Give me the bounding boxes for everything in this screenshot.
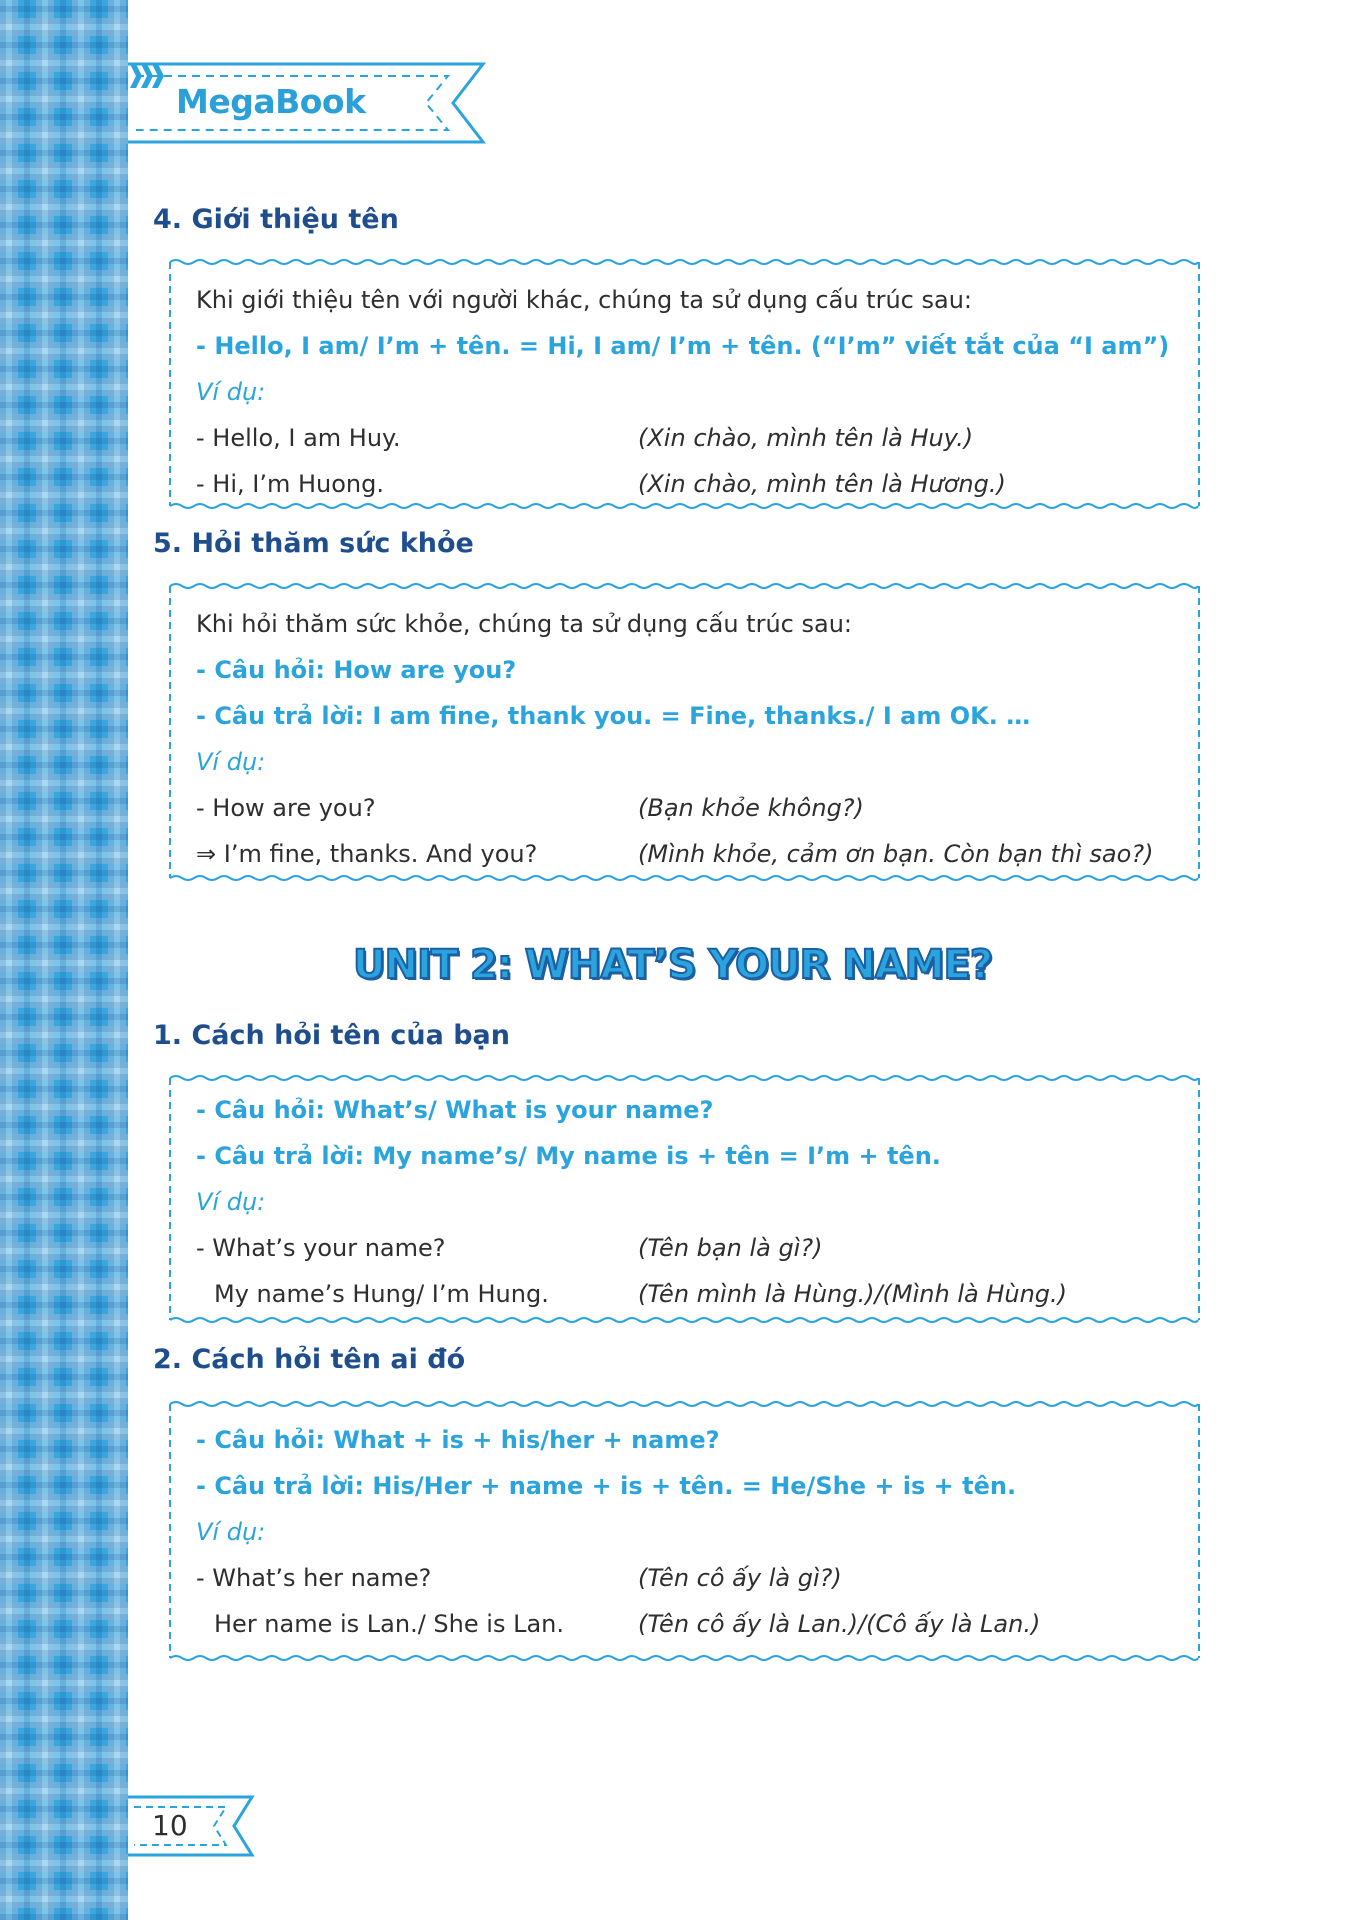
example-vi: (Xin chào, mình tên là Hương.): [638, 470, 1006, 498]
example-en: - What’s your name?: [196, 1234, 446, 1262]
rule-text: - Câu trả lời: My name’s/ My name is + tên = I’m + tên.: [196, 1142, 941, 1170]
example-label: Ví dụ:: [196, 1518, 266, 1546]
content-box: [168, 1400, 1202, 1662]
example-vi: (Tên bạn là gì?): [638, 1234, 823, 1262]
content-box: [168, 1074, 1202, 1324]
example-en: - Hello, I am Huy.: [196, 424, 401, 452]
example-vi: (Xin chào, mình tên là Huy.): [638, 424, 974, 452]
intro-text: Khi giới thiệu tên với người khác, chúng ta sử dụng cấu trúc sau:: [196, 286, 972, 314]
example-en: - What’s her name?: [196, 1564, 432, 1592]
page-number-tag: [128, 1795, 258, 1857]
example-en: My name’s Hung/ I’m Hung.: [214, 1280, 549, 1308]
example-en: ⇒ I’m fine, thanks. And you?: [196, 840, 538, 868]
unit-title: UNIT 2: WHAT’S YOUR NAME?: [353, 942, 992, 988]
example-label: Ví dụ:: [196, 748, 266, 776]
page-tag-shape: [128, 1795, 258, 1857]
rule-text: - Câu hỏi: What + is + his/her + name?: [196, 1426, 720, 1454]
example-label: Ví dụ:: [196, 1188, 266, 1216]
content-box: [168, 582, 1202, 882]
rule-text: - Câu trả lời: His/Her + name + is + tên. = He/She + is + tên.: [196, 1472, 1017, 1500]
brand-name: MegaBook: [176, 82, 366, 121]
example-en: - How are you?: [196, 794, 376, 822]
example-vi: (Bạn khỏe không?): [638, 794, 864, 822]
rule-text: - Hello, I am/ I’m + tên. = Hi, I am/ I’m + tên. (“I’m” viết tắt của “I am”): [196, 332, 1170, 360]
section-heading: 4. Giới thiệu tên: [153, 204, 399, 235]
section-heading: 1. Cách hỏi tên của bạn: [153, 1020, 510, 1051]
section-heading: 5. Hỏi thăm sức khỏe: [153, 528, 474, 559]
page-number: 10: [152, 1809, 188, 1842]
example-vi: (Tên mình là Hùng.)/(Mình là Hùng.): [638, 1280, 1068, 1308]
brand-tag: [128, 62, 488, 144]
section-heading: 2. Cách hỏi tên ai đó: [153, 1344, 466, 1375]
example-vi: (Mình khỏe, cảm ơn bạn. Còn bạn thì sao?): [638, 840, 1154, 868]
example-vi: (Tên cô ấy là Lan.)/(Cô ấy là Lan.): [638, 1610, 1041, 1638]
content-box: [168, 258, 1202, 510]
rule-text: - Câu hỏi: What’s/ What is your name?: [196, 1096, 714, 1124]
example-label: Ví dụ:: [196, 378, 266, 406]
rule-text: - Câu hỏi: How are you?: [196, 656, 517, 684]
intro-text: Khi hỏi thăm sức khỏe, chúng ta sử dụng cấu trúc sau:: [196, 610, 852, 638]
megabook-logo-icon: [128, 62, 168, 90]
example-en: - Hi, I’m Huong.: [196, 470, 384, 498]
rule-text: - Câu trả lời: I am fine, thank you. = Fine, thanks./ I am OK. …: [196, 702, 1031, 730]
example-vi: (Tên cô ấy là gì?): [638, 1564, 842, 1592]
example-en: Her name is Lan./ She is Lan.: [214, 1610, 564, 1638]
